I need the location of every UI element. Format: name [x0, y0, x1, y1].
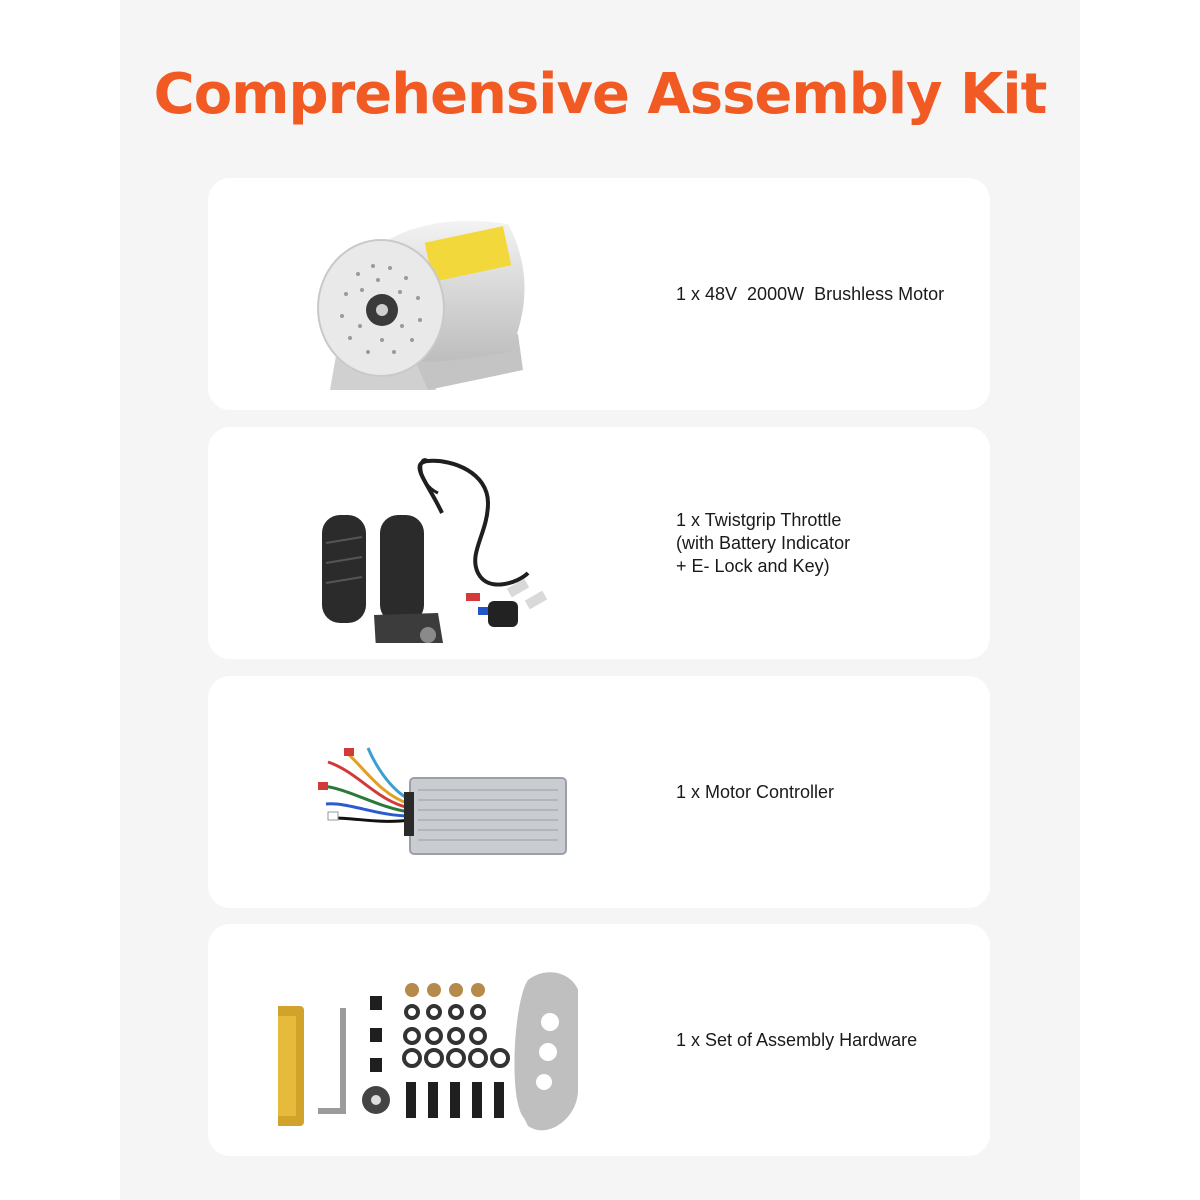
- kit-item-hardware: [208, 924, 990, 1156]
- label-line: 1 x 48V 2000W Brushless Motor: [676, 283, 945, 304]
- label-line: 1 x Motor Controller: [676, 781, 835, 802]
- kit-item-label: [676, 924, 917, 1156]
- label-line: (with Battery Indicator: [676, 532, 851, 553]
- label-line: 1 x Twistgrip Throttle: [676, 509, 842, 530]
- kit-item-controller: [208, 676, 990, 908]
- kit-item-motor: [208, 178, 990, 410]
- motor-controller-icon: [278, 692, 578, 892]
- assembly-hardware-icon: [278, 940, 578, 1140]
- kit-item-throttle: [208, 427, 990, 659]
- kit-item-label: [676, 427, 850, 659]
- brushless-motor-icon: [278, 194, 578, 394]
- page-title: Comprehensive Assembly Kit: [153, 62, 1047, 127]
- kit-item-label: [676, 178, 944, 410]
- label-line: 1 x Set of Assembly Hardware: [676, 1029, 918, 1050]
- twistgrip-throttle-icon: [278, 443, 578, 643]
- label-line: + E- Lock and Key): [676, 555, 830, 576]
- kit-item-label: [676, 676, 834, 908]
